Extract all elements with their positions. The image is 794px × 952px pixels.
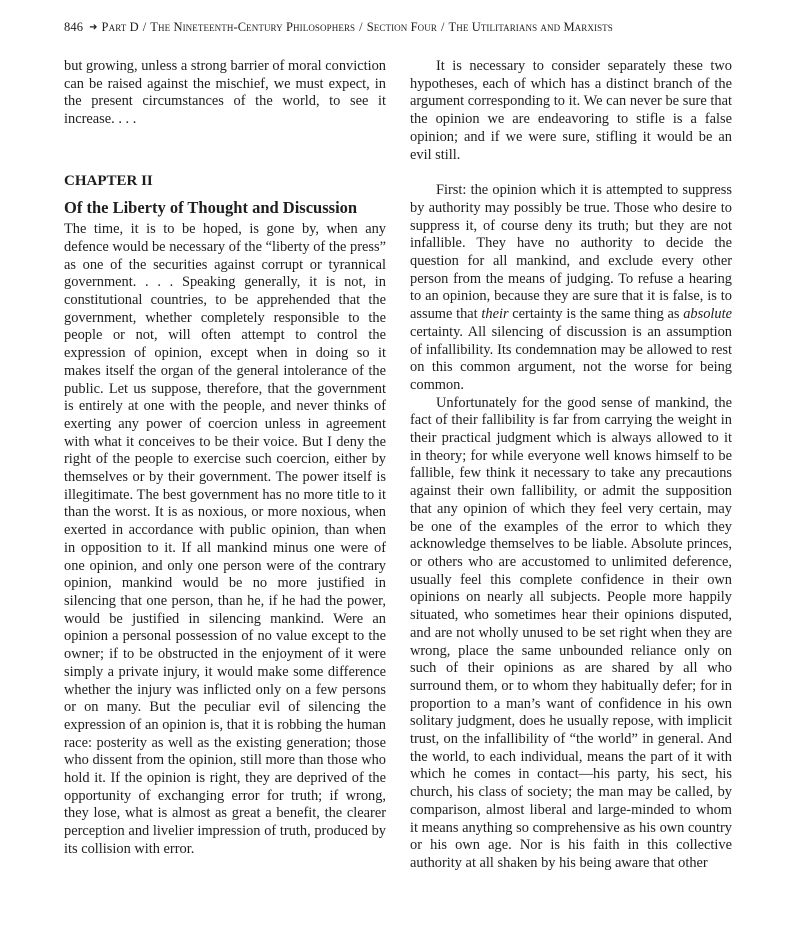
header-part: Part D [101,20,139,34]
header-separator: / [359,20,363,34]
intro-paragraph: but growing, unless a strong barrier of moral conviction can be raised against the mischief, we must expect, in the present circumstances of the world, to see it increase. . . . [64,58,386,128]
header-subsection: The Utilitarians and Marxists [448,20,613,34]
arrow-right-icon: ➜ [89,22,98,33]
header-section: Section Four [366,20,437,34]
paragraph-2-text: First: the opinion which it is attempted to suppress by authority may possibly be true. Those who desire to suppress it, of course deny its truth; but they are not infallible. They have no authority to decide the question for all mankind, and exclude every other person from the means of judging. To refuse a hearing to an opinion, because they are sure that it is false, is to assume that [410,182,732,323]
emphasis-absolute: absolute [683,306,732,323]
chapter-title: Of the Liberty of Thought and Discussion [64,197,358,217]
page-number: 846 [64,20,84,34]
emphasis-their: their [481,306,509,323]
header-separator: / [440,20,445,34]
running-header [64,20,734,35]
header-separator: / [142,20,147,34]
left-column [64,58,386,859]
paragraph-2-text: certainty. All silencing of discussion is an assumption of infallibility. Its condemnation may be allowed to rest on this common argument, not the worse for being common. [410,323,732,393]
right-column [410,58,732,873]
paragraph-2-text: certainty is the same thing as [508,306,684,323]
paragraph-2 [410,182,732,394]
paragraph-1: It is necessary to consider separately these two hypotheses, each of which has a distinct branch of the argument corresponding to it. We can never be sure that the opinion we are endeavoring to stifle is a false opinion; and if we were sure, stifling it would be an evil still. [410,58,732,163]
paragraph-3: Unfortunately for the good sense of mankind, the fact of their fallibility is far from carrying the weight in their practical judgment which is always allowed to it in theory; for while everyone well knows himself to be fallible, few think it necessary to take any precautions against their own fallibility, or admit the supposition that any opinion of which they feel very certain, may be one of the examples of the error to which they acknowledge themselves to be liable. Absolute princes, or others who are accustomed to unlimited deference, usually feel this complete confidence in their own opinions on nearly all subjects. People more happily situated, who sometimes hear their opinions disputed, and are not wholly unused to be set right when they are wrong, place the same unbounded reliance only on such of their opinions as are shared by all who surround them, or to whom they habitually defer; for in proportion to a man’s want of confidence in his own solitary judgment, does he usually repose, with implicit trust, on the infallibility of “the world” in general. And the world, to each individual, means the part of it with which he comes in contact—his party, his sect, his church, his class of society; the man may be called, by comparison, almost liberal and large-minded to whom it means anything so comprehensive as his own country or his own age. Nor is his faith in this collective authority at all shaken by his being aware that other [410,394,732,871]
body-paragraph: The time, it is to be hoped, is gone by, when any defence would be necessary of the “liberty of the press” as one of the securities against corrupt or tyrannical government. . . . Speaking generally, it is not, in constitutional countries, to be apprehended that the government, whether completely responsible to the people or not, will often attempt to control the expression of opinion, except when in doing so it makes itself the organ of the general intolerance of the public. Let us suppose, therefore, that the government is entirely at one with the people, and never thinks of exerting any power of coercion unless in agreement with what it conceives to be their voice. But I deny the right of the people to exercise such coercion, either by themselves or by their government. The power itself is illegitimate. The best government has no more title to it than the worst. It is as noxious, or more noxious, when exerted in accordance with public opinion, than when in opposition to it. If all mankind minus one were of one opinion, and only one person were of the contrary opinion, mankind would be no more justified in silencing that one person, than he, if he had the power, would be justified in silencing mankind. Were an opinion a personal possession of no value except to the owner; if to be obstructed in the enjoyment of it were simply a private injury, it would make some difference whether the injury was inflicted only on a few persons or on many. But the peculiar evil of silencing the expression of an opinion is, that it is robbing the human race: posterity as well as the existing generation; those who dissent from the opinion, still more than those who hold it. If the opinion is right, they are deprived of the opportunity of exchanging error for truth; if wrong, they lose, what is almost as great a benefit, the clearer perception and livelier impression of truth, produced by its collision with error. [64,221,386,857]
header-book-section: The Nineteenth-Century Philosophers [150,20,356,34]
chapter-label: CHAPTER II [64,172,153,189]
